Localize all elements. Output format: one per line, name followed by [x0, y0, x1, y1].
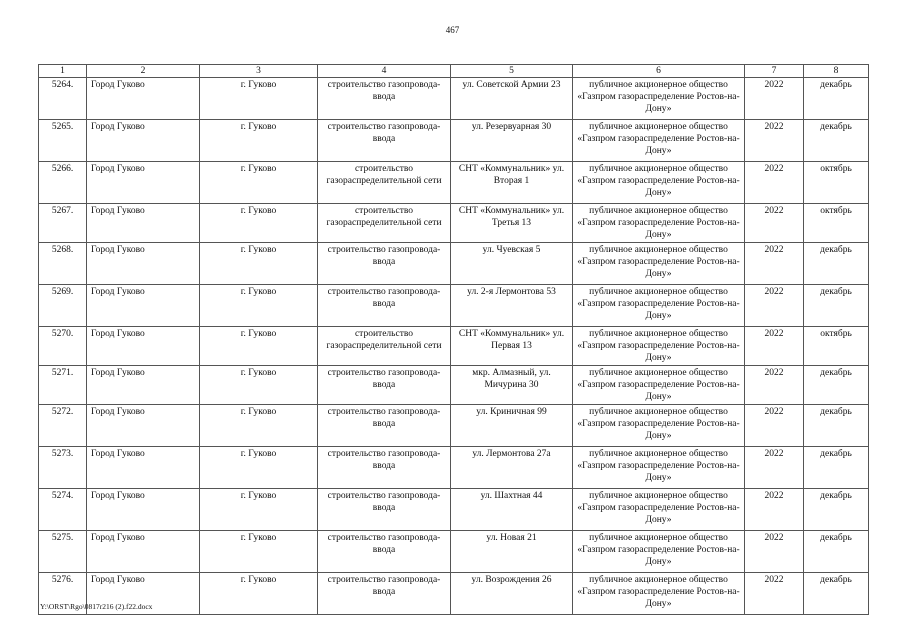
- address-cell: СНТ «Коммунальник» ул. Первая 13: [451, 327, 573, 366]
- address-cell: ул. Шахтная 44: [451, 489, 573, 531]
- table-row: [39, 243, 869, 285]
- work-type-cell: строительство газопровода-ввода: [318, 489, 451, 531]
- table-row: [39, 78, 869, 120]
- row-number: 5265.: [39, 120, 87, 162]
- row-number: 5266.: [39, 162, 87, 204]
- work-type-cell: строительство газопровода-ввода: [318, 366, 451, 405]
- settlement-cell: г. Гуково: [200, 447, 318, 489]
- month-cell: декабрь: [804, 405, 869, 447]
- operator-cell: публичное акционерное общество «Газпром газораспределение Ростов-на-Дону»: [573, 531, 745, 573]
- year-cell: 2022: [745, 243, 804, 285]
- municipality-cell: Город Гуково: [87, 327, 200, 366]
- operator-cell: публичное акционерное общество «Газпром газораспределение Ростов-на-Дону»: [573, 489, 745, 531]
- municipality-cell: Город Гуково: [87, 366, 200, 405]
- month-cell: декабрь: [804, 120, 869, 162]
- address-cell: ул. Возрождения 26: [451, 573, 573, 615]
- work-type-cell: строительство газопровода-ввода: [318, 120, 451, 162]
- address-cell: ул. Чуевская 5: [451, 243, 573, 285]
- address-cell: мкр. Алмазный, ул. Мичурина 30: [451, 366, 573, 405]
- year-cell: 2022: [745, 204, 804, 243]
- column-header: 2: [87, 65, 200, 78]
- table-row: [39, 447, 869, 489]
- work-type-cell: строительство газопровода-ввода: [318, 405, 451, 447]
- operator-cell: публичное акционерное общество «Газпром газораспределение Ростов-на-Дону»: [573, 327, 745, 366]
- work-type-cell: строительство газораспределительной сети: [318, 204, 451, 243]
- operator-cell: публичное акционерное общество «Газпром газораспределение Ростов-на-Дону»: [573, 204, 745, 243]
- settlement-cell: г. Гуково: [200, 162, 318, 204]
- row-number: 5273.: [39, 447, 87, 489]
- settlement-cell: г. Гуково: [200, 405, 318, 447]
- address-cell: СНТ «Коммунальник» ул. Вторая 1: [451, 162, 573, 204]
- table-row: [39, 366, 869, 405]
- settlement-cell: г. Гуково: [200, 366, 318, 405]
- row-number: 5269.: [39, 285, 87, 327]
- month-cell: декабрь: [804, 78, 869, 120]
- month-cell: октябрь: [804, 162, 869, 204]
- month-cell: декабрь: [804, 489, 869, 531]
- operator-cell: публичное акционерное общество «Газпром газораспределение Ростов-на-Дону»: [573, 405, 745, 447]
- row-number: 5275.: [39, 531, 87, 573]
- year-cell: 2022: [745, 120, 804, 162]
- operator-cell: публичное акционерное общество «Газпром газораспределение Ростов-на-Дону»: [573, 447, 745, 489]
- settlement-cell: г. Гуково: [200, 243, 318, 285]
- year-cell: 2022: [745, 78, 804, 120]
- row-number: 5271.: [39, 366, 87, 405]
- table-row: [39, 204, 869, 243]
- month-cell: декабрь: [804, 447, 869, 489]
- year-cell: 2022: [745, 327, 804, 366]
- settlement-cell: г. Гуково: [200, 489, 318, 531]
- municipality-cell: Город Гуково: [87, 120, 200, 162]
- row-number: 5264.: [39, 78, 87, 120]
- work-type-cell: строительство газопровода-ввода: [318, 531, 451, 573]
- row-number: 5267.: [39, 204, 87, 243]
- month-cell: декабрь: [804, 366, 869, 405]
- month-cell: декабрь: [804, 573, 869, 615]
- municipality-cell: Город Гуково: [87, 489, 200, 531]
- municipality-cell: Город Гуково: [87, 78, 200, 120]
- settlement-cell: г. Гуково: [200, 327, 318, 366]
- year-cell: 2022: [745, 285, 804, 327]
- table-row: [39, 405, 869, 447]
- column-header: 5: [451, 65, 573, 78]
- work-type-cell: строительство газопровода-ввода: [318, 447, 451, 489]
- month-cell: октябрь: [804, 204, 869, 243]
- header-row: [39, 65, 869, 78]
- row-number: 5272.: [39, 405, 87, 447]
- year-cell: 2022: [745, 531, 804, 573]
- settlement-cell: г. Гуково: [200, 204, 318, 243]
- table-body: [39, 78, 869, 615]
- settlement-cell: г. Гуково: [200, 531, 318, 573]
- column-header: 6: [573, 65, 745, 78]
- municipality-cell: Город Гуково: [87, 285, 200, 327]
- operator-cell: публичное акционерное общество «Газпром газораспределение Ростов-на-Дону»: [573, 243, 745, 285]
- address-cell: ул. Криничная 99: [451, 405, 573, 447]
- month-cell: декабрь: [804, 243, 869, 285]
- settlement-cell: г. Гуково: [200, 285, 318, 327]
- work-type-cell: строительство газопровода-ввода: [318, 573, 451, 615]
- row-number: 5270.: [39, 327, 87, 366]
- municipality-cell: Город Гуково: [87, 531, 200, 573]
- table-row: [39, 162, 869, 204]
- address-cell: СНТ «Коммунальник» ул. Третья 13: [451, 204, 573, 243]
- table-row: [39, 285, 869, 327]
- table-row: [39, 327, 869, 366]
- row-number: 5274.: [39, 489, 87, 531]
- municipality-cell: Город Гуково: [87, 447, 200, 489]
- table-row: [39, 531, 869, 573]
- address-cell: ул. Новая 21: [451, 531, 573, 573]
- municipality-cell: Город Гуково: [87, 573, 200, 615]
- operator-cell: публичное акционерное общество «Газпром газораспределение Ростов-на-Дону»: [573, 366, 745, 405]
- row-number: 5276.: [39, 573, 87, 615]
- work-type-cell: строительство газораспределительной сети: [318, 162, 451, 204]
- table-row: [39, 573, 869, 615]
- settlement-cell: г. Гуково: [200, 573, 318, 615]
- municipality-cell: Город Гуково: [87, 162, 200, 204]
- operator-cell: публичное акционерное общество «Газпром газораспределение Ростов-на-Дону»: [573, 573, 745, 615]
- year-cell: 2022: [745, 573, 804, 615]
- operator-cell: публичное акционерное общество «Газпром газораспределение Ростов-на-Дону»: [573, 162, 745, 204]
- year-cell: 2022: [745, 489, 804, 531]
- data-table: [38, 64, 869, 615]
- operator-cell: публичное акционерное общество «Газпром газораспределение Ростов-на-Дону»: [573, 285, 745, 327]
- work-type-cell: строительство газопровода-ввода: [318, 243, 451, 285]
- operator-cell: публичное акционерное общество «Газпром газораспределение Ростов-на-Дону»: [573, 120, 745, 162]
- address-cell: ул. Резервуарная 30: [451, 120, 573, 162]
- row-number: 5268.: [39, 243, 87, 285]
- month-cell: декабрь: [804, 531, 869, 573]
- work-type-cell: строительство газопровода-ввода: [318, 78, 451, 120]
- year-cell: 2022: [745, 447, 804, 489]
- column-header: 3: [200, 65, 318, 78]
- municipality-cell: Город Гуково: [87, 204, 200, 243]
- column-header: 8: [804, 65, 869, 78]
- column-header: 4: [318, 65, 451, 78]
- month-cell: октябрь: [804, 327, 869, 366]
- municipality-cell: Город Гуково: [87, 243, 200, 285]
- year-cell: 2022: [745, 162, 804, 204]
- address-cell: ул. Лермонтова 27а: [451, 447, 573, 489]
- month-cell: декабрь: [804, 285, 869, 327]
- page-number: 467: [445, 25, 460, 35]
- address-cell: ул. Советской Армии 23: [451, 78, 573, 120]
- table-row: [39, 120, 869, 162]
- column-header: 7: [745, 65, 804, 78]
- address-cell: ул. 2-я Лермонтова 53: [451, 285, 573, 327]
- municipality-cell: Город Гуково: [87, 405, 200, 447]
- work-type-cell: строительство газораспределительной сети: [318, 327, 451, 366]
- column-header: 1: [39, 65, 87, 78]
- footer-file-path: Y:\ORST\Rgo\0817r216 (2).f22.docx: [40, 602, 153, 611]
- year-cell: 2022: [745, 405, 804, 447]
- settlement-cell: г. Гуково: [200, 78, 318, 120]
- table-row: [39, 489, 869, 531]
- year-cell: 2022: [745, 366, 804, 405]
- settlement-cell: г. Гуково: [200, 120, 318, 162]
- work-type-cell: строительство газопровода-ввода: [318, 285, 451, 327]
- operator-cell: публичное акционерное общество «Газпром газораспределение Ростов-на-Дону»: [573, 78, 745, 120]
